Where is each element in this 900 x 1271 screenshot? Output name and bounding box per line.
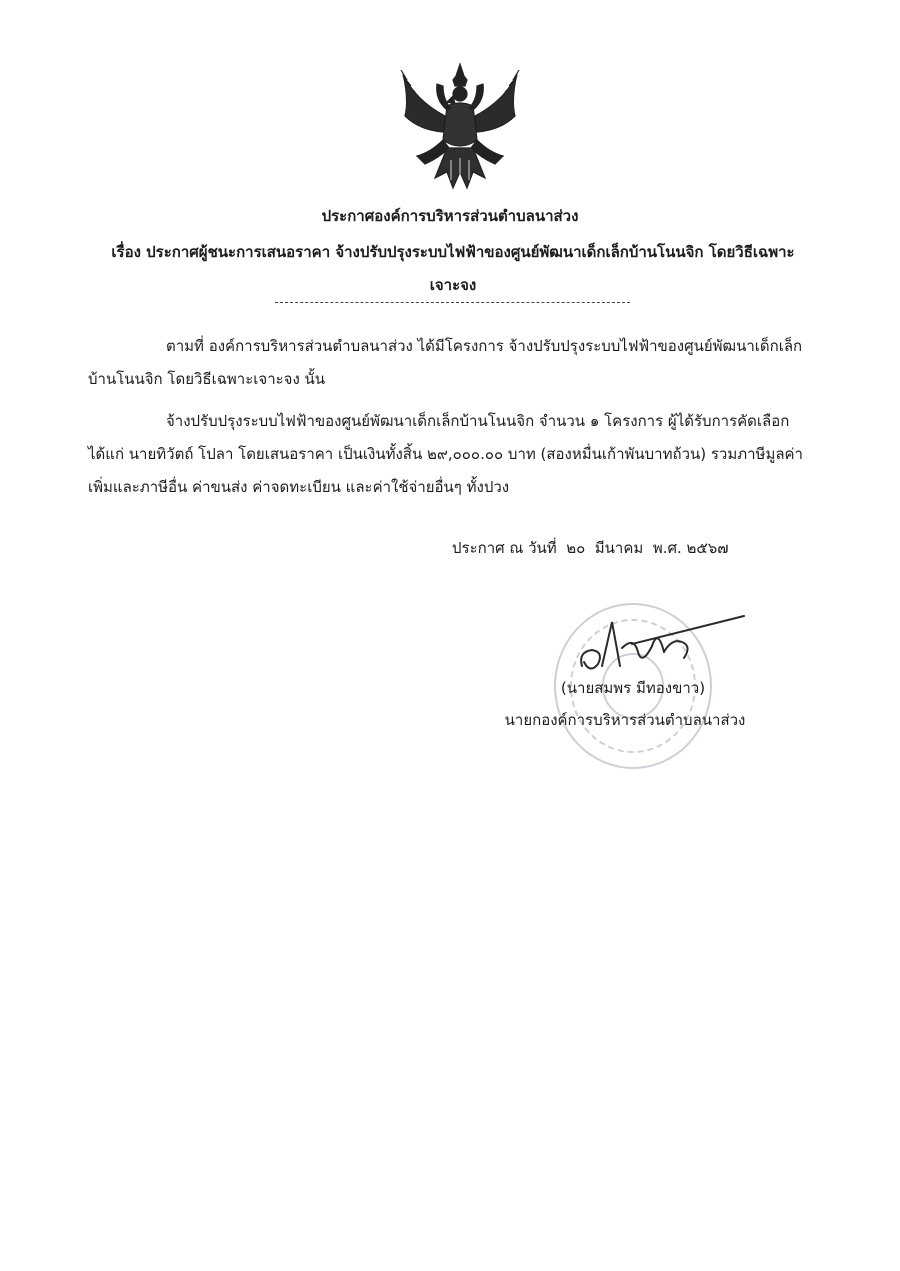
subject-line-2: เจาะจง: [429, 276, 477, 294]
signer-position: นายกองค์การบริหารส่วนตำบลนาส่วง: [504, 711, 746, 729]
garuda-emblem-icon: [395, 60, 525, 195]
announcement-date: ประกาศ ณ วันที่ ๒๐ มีนาคม พ.ศ. ๒๕๖๗: [452, 539, 729, 557]
signer-name: (นายสมพร มีทองขาว): [560, 679, 706, 697]
subject-line-1: เรื่อง ประกาศผู้ชนะการเสนอราคา จ้างปรับปรุงระบบไฟฟ้าของศูนย์พัฒนาเด็กเล็กบ้านโนนจิก โดยวิธีเฉพาะ: [111, 243, 795, 261]
body-paragraph-2: จ้างปรับปรุงระบบไฟฟ้าของศูนย์พัฒนาเด็กเล็กบ้านโนนจิก จำนวน ๑ โครงการ ผู้ได้รับการคัดเลือก ได้แก่ นายทิวัตถ์ โปลา โดยเสนอราคา เป็นเงินทั้งสิ้น ๒๙,๐๐๐.๐๐ บาท (สองหมื่นเก้าพันบาทถ้วน) รวมภาษีมูลค่าเพิ่มและภาษีอื่น ค่าขนส่ง ค่าจดทะเบียน และค่าใช้จ่ายอื่นๆ ทั้งปวง: [88, 412, 803, 496]
subject-heading: [88, 236, 818, 302]
handwritten-signature: [572, 608, 747, 678]
document-title: ประกาศองค์การบริหารส่วนตำบลนาส่วง: [321, 207, 579, 225]
header-divider: [275, 302, 630, 303]
body-paragraph-1: ตามที่ องค์การบริหารส่วนตำบลนาส่วง ได้มีโครงการ จ้างปรับปรุงระบบไฟฟ้าของศูนย์พัฒนาเด็กเล็กบ้านโนนจิก โดยวิธีเฉพาะเจาะจง นั้น: [88, 337, 803, 388]
